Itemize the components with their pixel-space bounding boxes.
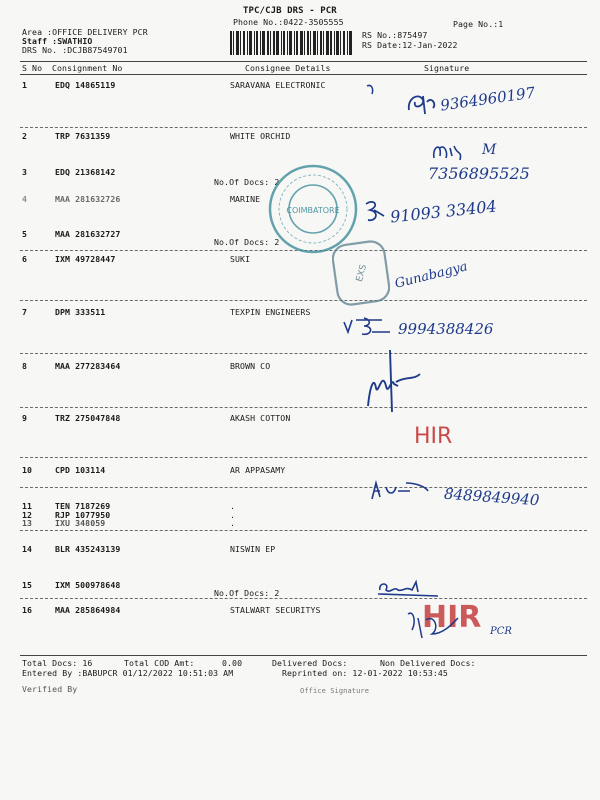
check-mark <box>365 82 379 96</box>
col-consignment: Consignment No <box>52 63 123 73</box>
staff-label: Staff :SWATHIO <box>22 36 93 46</box>
row-sno: 9 <box>22 413 28 423</box>
row-consignment: MAA 281632727 <box>55 229 121 239</box>
document-title: TPC/CJB DRS - PCR <box>243 6 337 16</box>
header-divider-top <box>20 61 587 62</box>
total-cod-label: Total COD Amt: <box>124 658 195 668</box>
entered-by: Entered By :BABUPCR 01/12/2022 10:51:03 AM <box>22 668 234 678</box>
row-consignment: DPM 333511 <box>55 307 106 317</box>
handwritten-hir-2: HIR <box>422 600 482 635</box>
row-consignment: MAA 277283464 <box>55 361 121 371</box>
handwritten-phone-1: 9364960197 <box>439 83 537 115</box>
page-number: Page No.:1 <box>453 19 504 29</box>
square-stamp <box>332 240 390 306</box>
handwritten-phone-7: 9994388426 <box>398 320 494 338</box>
row-dot: . <box>230 501 236 511</box>
rs-date: RS Date:12-Jan-2022 <box>362 40 458 50</box>
row-sno: 6 <box>22 254 28 264</box>
col-consignee: Consignee Details <box>245 63 331 73</box>
row-consignee: AR APPASAMY <box>230 465 286 475</box>
handwritten-name-2: M <box>482 142 497 158</box>
handwritten-phone-2: 7356895525 <box>428 164 530 183</box>
handwritten-name-6: Gunabagya <box>393 259 470 292</box>
row-consignment: TEN 7187269 <box>55 501 111 511</box>
row-doc-count: No.Of Docs: 2 <box>214 177 280 187</box>
row-consignee: STALWART SECURITYS <box>230 605 321 615</box>
signature-scribble-16 <box>404 608 460 648</box>
handwritten-pcr: PCR <box>490 626 512 637</box>
row-divider <box>20 353 587 354</box>
row-doc-count: No.Of Docs: 2 <box>214 588 280 598</box>
table-bottom-divider <box>20 655 587 656</box>
row-sno: 13 <box>22 518 33 528</box>
delivered-docs: Delivered Docs: <box>272 658 348 668</box>
handwritten-phone-10: 8489849940 <box>443 484 540 510</box>
row-consignee: MARINE <box>230 194 261 204</box>
row-sno: 12 <box>22 510 33 520</box>
drs-number: DRS No. :DCJB87549701 <box>22 45 128 55</box>
row-consignment: IXM 500978648 <box>55 580 121 590</box>
rs-number: RS No.:875497 <box>362 30 428 40</box>
row-sno: 10 <box>22 465 33 475</box>
row-sno: 7 <box>22 307 28 317</box>
signature-scribble-1 <box>405 88 445 118</box>
reprinted-on: Reprinted on: 12-01-2022 10:53:45 <box>282 668 448 678</box>
row-consignment: BLR 435243139 <box>55 544 121 554</box>
signature-scribble-7 <box>342 314 394 340</box>
row-sno: 15 <box>22 580 33 590</box>
row-consignment: IXM 49728447 <box>55 254 116 264</box>
verified-by: Verified By <box>22 684 78 694</box>
signature-scribble-15 <box>376 578 440 598</box>
handwritten-phone-4: 91093 33404 <box>389 196 498 227</box>
row-sno: 4 <box>22 194 28 204</box>
row-consignee: SARAVANA ELECTRONIC <box>230 80 326 90</box>
row-consignee: SUKI <box>230 254 251 264</box>
row-divider <box>20 530 587 531</box>
total-cod-value: 0.00 <box>222 658 243 668</box>
row-consignment: MAA 285864984 <box>55 605 121 615</box>
row-consignment: CPD 103114 <box>55 465 106 475</box>
total-docs: Total Docs: 16 <box>22 658 93 668</box>
row-consignment: MAA 281632726 <box>55 194 121 204</box>
row-consignee: TEXPIN ENGINEERS <box>230 307 311 317</box>
office-signature: Office Signature <box>300 687 370 695</box>
signature-scribble-10 <box>366 477 430 503</box>
row-consignment: TRP 7631359 <box>55 131 111 141</box>
row-dot: . <box>230 518 236 528</box>
row-divider <box>20 300 587 301</box>
row-consignment: IXU 348059 <box>55 518 106 528</box>
row-sno: 16 <box>22 605 33 615</box>
header-divider-bottom <box>20 74 587 75</box>
row-consignment: RJP 1077950 <box>55 510 111 520</box>
row-sno: 5 <box>22 229 28 239</box>
row-consignee: NISWIN EP <box>230 544 276 554</box>
phone-number: Phone No.:0422-3505555 <box>233 17 344 27</box>
row-sno: 8 <box>22 361 28 371</box>
signature-scribble-2 <box>430 140 474 162</box>
barcode <box>230 31 352 55</box>
row-sno: 2 <box>22 131 28 141</box>
row-sno: 11 <box>22 501 33 511</box>
col-sno: S No <box>22 63 43 73</box>
row-consignment: EDQ 21368142 <box>55 167 116 177</box>
col-signature: Signature <box>424 63 470 73</box>
row-divider <box>20 127 587 128</box>
row-doc-count: No.Of Docs: 2 <box>214 237 280 247</box>
row-consignment: TRZ 275047848 <box>55 413 121 423</box>
row-consignment: EDQ 14865119 <box>55 80 116 90</box>
row-sno: 3 <box>22 167 28 177</box>
row-divider <box>20 407 587 408</box>
square-stamp-text: EXS <box>354 263 370 284</box>
non-delivered-docs: Non Delivered Docs: <box>380 658 476 668</box>
row-consignee: AKASH COTTON <box>230 413 291 423</box>
area-label: Area :OFFICE DELIVERY PCR <box>22 27 148 37</box>
row-dot: . <box>230 510 236 520</box>
stamp-city: COIMBATORE <box>286 206 340 215</box>
row-consignee: BROWN CO <box>230 361 271 371</box>
row-sno: 14 <box>22 544 33 554</box>
signature-scribble-4 <box>360 196 390 226</box>
row-sno: 1 <box>22 80 28 90</box>
row-consignee: WHITE ORCHID <box>230 131 291 141</box>
handwritten-hir-1: HIR <box>414 424 453 449</box>
row-divider <box>20 598 587 599</box>
row-divider <box>20 457 587 458</box>
signature-scribble-8 <box>362 346 422 414</box>
